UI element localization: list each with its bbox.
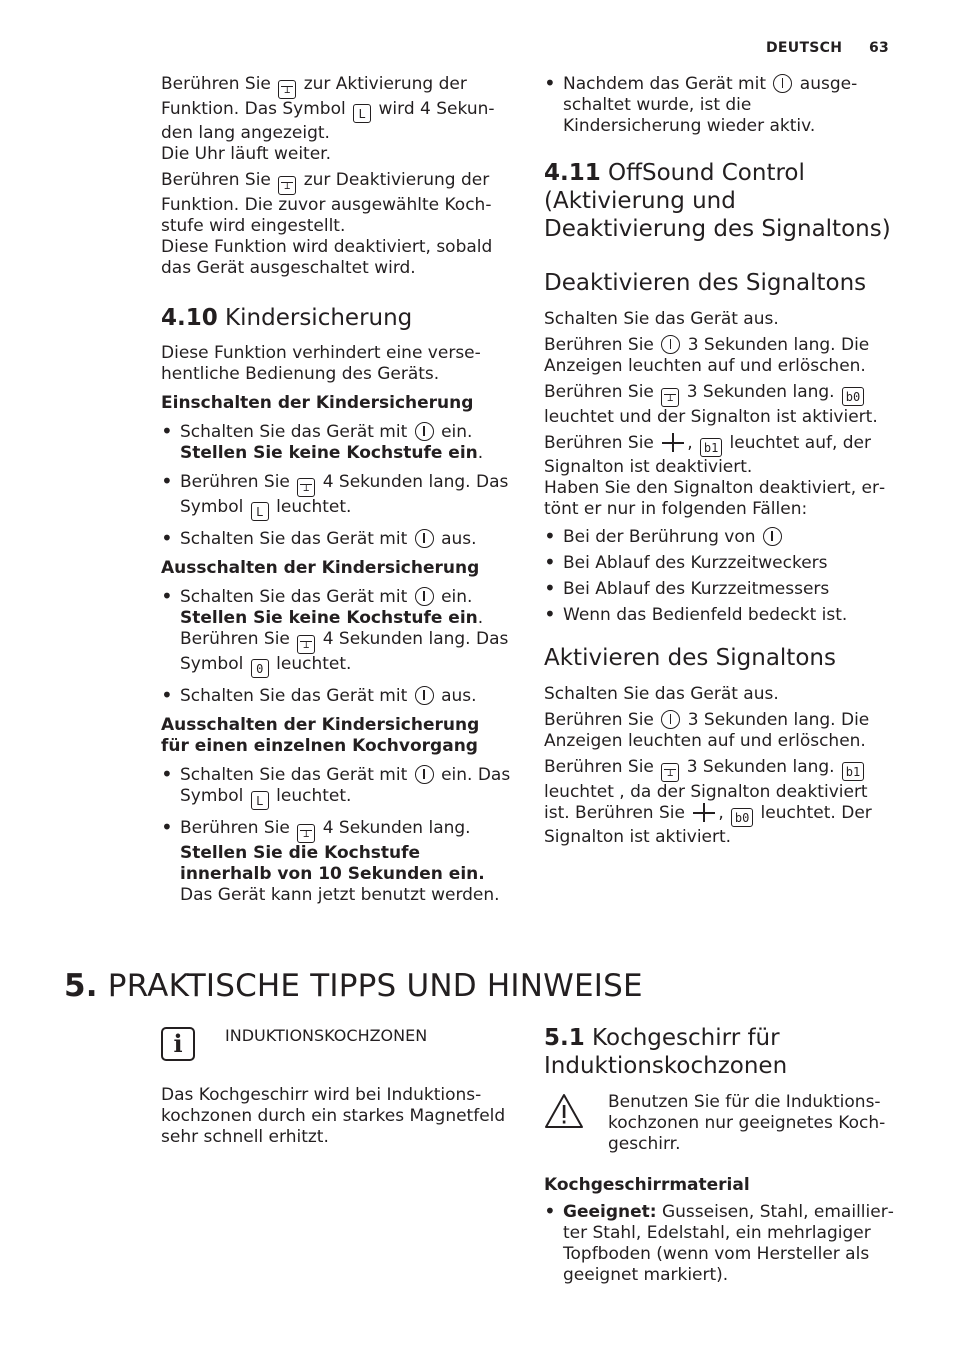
- list-item: • Schalten Sie das Gerät mit aus.: [161, 529, 511, 550]
- list-item: • Wenn das Bedienfeld bedeckt ist.: [544, 605, 894, 626]
- subsection-heading: Aktivieren des Signaltons: [544, 645, 836, 671]
- lock-icon: ⟂: [661, 763, 679, 782]
- list-item: • Bei Ablauf des Kurzzeitmessers: [544, 579, 894, 600]
- l-symbol-icon: L: [251, 791, 269, 810]
- paragraph: Das Kochgeschirr wird bei Induktionskochzonen durch ein starkes Magnetfeld sehr schnell erhitzt.: [161, 1085, 506, 1147]
- left-column: [161, 74, 511, 914]
- info-label: INDUKTIONSKOCHZONEN: [225, 1026, 428, 1045]
- on-off-icon: [763, 527, 782, 546]
- bullet-list: [161, 587, 511, 707]
- list-item: • Schalten Sie das Gerät mit ein. Das Symbol L leuchtet.: [161, 765, 511, 810]
- paragraph: Berühren Sie 3 Sekunden lang. Die Anzeigen leuchten auf und erlöschen.: [544, 335, 870, 376]
- plus-icon: [662, 433, 684, 452]
- paragraph: Berühren Sie ⟂ zur Deaktivierung der Funktion. Die zuvor ausgewählte Kochstufe wird eingestellt.: [161, 170, 492, 236]
- subheading: Ausschalten der Kindersicherung: [161, 558, 480, 578]
- on-off-icon: [773, 74, 792, 93]
- list-item: • Schalten Sie das Gerät mit aus.: [161, 686, 511, 707]
- paragraph: Diese Funktion wird deaktiviert, sobald das Gerät ausgeschaltet wird.: [161, 237, 493, 278]
- info-icon: i: [161, 1027, 195, 1061]
- on-off-icon: [415, 422, 434, 441]
- list-item: • Nachdem das Gerät mit ausgeschaltet wurde, ist die Kindersicherung wieder aktiv.: [544, 74, 894, 137]
- paragraph: Berühren Sie ⟂ zur Aktivierung der Funktion. Das Symbol L wird 4 Sekunden lang angezeigt.: [161, 74, 495, 143]
- subsection-heading: Deaktivieren des Signaltons: [544, 270, 867, 296]
- header-language: DEUTSCH: [766, 40, 843, 56]
- lock-icon: ⟂: [297, 635, 315, 654]
- paragraph: Berühren Sie ⟂ 3 Sekunden lang. b0 leuchtet und der Signalton ist aktiviert.: [544, 382, 878, 427]
- b0-symbol-icon: b0: [731, 808, 753, 827]
- bullet-list: [544, 1202, 894, 1294]
- b1-symbol-icon: b1: [842, 762, 864, 781]
- list-item: • Schalten Sie das Gerät mit ein. Stellen Sie keine Kochstufe ein.: [161, 422, 511, 464]
- lock-icon: ⟂: [278, 176, 296, 195]
- subheading: Kochgeschirrmaterial: [544, 1175, 750, 1195]
- b0-symbol-icon: b0: [842, 387, 864, 406]
- list-item: • Geeignet: Gusseisen, Stahl, emaillierter Stahl, Edelstahl, ein mehrlagiger Topfboden (wenn vom Hersteller als geeignet markiert).: [544, 1202, 894, 1286]
- paragraph: Berühren Sie , b1 leuchtet auf, der Signalton ist deaktiviert.: [544, 433, 872, 477]
- on-off-icon: [415, 765, 434, 784]
- warning-icon: [544, 1093, 584, 1129]
- on-off-icon: [415, 686, 434, 705]
- plus-icon: [693, 803, 715, 822]
- on-off-icon: [661, 335, 680, 354]
- page-number: 63: [869, 40, 890, 56]
- right-column: [544, 74, 894, 848]
- l-symbol-icon: L: [251, 502, 269, 521]
- bullet-list: [544, 527, 894, 626]
- paragraph: Schalten Sie das Gerät aus.: [544, 309, 779, 329]
- list-item: • Berühren Sie ⟂ 4 Sekunden lang. Das Symbol L leuchtet.: [161, 472, 511, 521]
- bullet-list: [161, 765, 511, 906]
- subheading: Ausschalten der Kindersicherung für einen einzelnen Kochvorgang: [161, 715, 480, 756]
- paragraph: Schalten Sie das Gerät aus.: [544, 684, 779, 704]
- section-heading-4-10: 4.10 Kindersicherung: [161, 305, 413, 331]
- zero-symbol-icon: 0: [251, 659, 269, 678]
- lock-icon: ⟂: [661, 388, 679, 407]
- subheading: Einschalten der Kindersicherung: [161, 393, 474, 413]
- paragraph: Berühren Sie ⟂ 3 Sekunden lang. b1 leuchtet , da der Signalton deaktiviert ist. Berühren Sie , b0 leuchtet. Der Signalton ist aktiviert.: [544, 757, 872, 847]
- lock-icon: ⟂: [297, 824, 315, 843]
- paragraph: Diese Funktion verhindert eine versehentliche Bedienung des Geräts.: [161, 343, 481, 384]
- list-item: • Berühren Sie ⟂ 4 Sekunden lang. Stellen Sie die Kochstufe innerhalb von 10 Sekunden ein. Das Gerät kann jetzt benutzt werden.: [161, 818, 511, 906]
- lock-icon: ⟂: [278, 80, 296, 99]
- paragraph: Berühren Sie 3 Sekunden lang. Die Anzeigen leuchten auf und erlöschen.: [544, 710, 870, 751]
- on-off-icon: [661, 710, 680, 729]
- warning-text: Benutzen Sie für die Induktionskochzonen nur geeignetes Kochgeschirr.: [608, 1092, 886, 1154]
- paragraph: Die Uhr läuft weiter.: [161, 144, 331, 164]
- bullet-list: [544, 74, 894, 137]
- l-symbol-icon: L: [353, 104, 371, 123]
- list-item: • Bei Ablauf des Kurzzeitweckers: [544, 553, 894, 574]
- lock-icon: ⟂: [297, 478, 315, 497]
- on-off-icon: [415, 529, 434, 548]
- on-off-icon: [415, 587, 434, 606]
- paragraph: Haben Sie den Signalton deaktiviert, ertönt er nur in folgenden Fällen:: [544, 478, 886, 519]
- section-heading-4-11: 4.11 OffSound Control (Aktivierung und Deaktivierung des Signaltons): [544, 160, 891, 242]
- section-heading-5-1: 5.1 Kochgeschirr für Induktionskochzonen: [544, 1025, 788, 1079]
- list-item: • Bei der Berührung von: [544, 527, 894, 548]
- b1-symbol-icon: b1: [700, 438, 722, 457]
- chapter-heading: 5. PRAKTISCHE TIPPS UND HINWEISE: [64, 968, 643, 1004]
- bullet-list: [161, 422, 511, 550]
- list-item: • Schalten Sie das Gerät mit ein. Stellen Sie keine Kochstufe ein. Berühren Sie ⟂ 4 Sekunden lang. Das Symbol 0 leuchtet.: [161, 587, 511, 678]
